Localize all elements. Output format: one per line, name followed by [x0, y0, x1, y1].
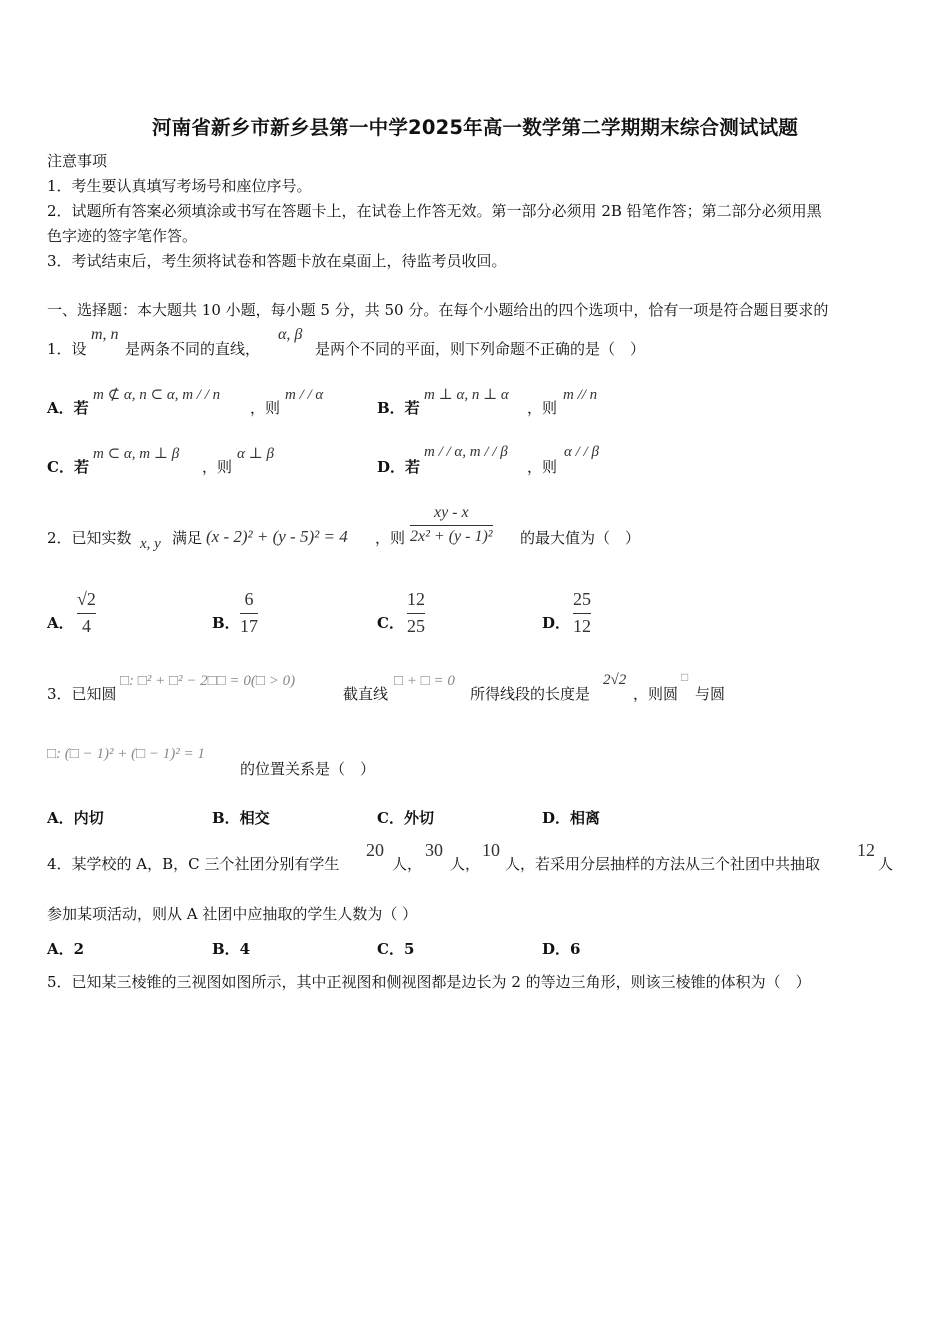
- q2-fraction: [410, 504, 493, 546]
- q4-sep-2: 人，: [450, 855, 481, 873]
- q3-option-b: B．相交: [212, 809, 270, 827]
- q3-number: 3．已知圆: [47, 685, 117, 703]
- q2-option-a-label: A．: [47, 614, 74, 632]
- q2-option-c-den: 25: [407, 616, 425, 636]
- notice-item-3: 3．考试结束后，考生须将试卷和答题卡放在桌面上，待监考员收回。: [47, 252, 507, 270]
- q1-lines-symbol: m, n: [91, 326, 119, 343]
- q3-option-d: D．相离: [542, 809, 601, 827]
- q4-text-line-2: 参加某项活动，则从 A 社团中应抽取的学生人数为（ ）: [47, 905, 418, 923]
- q2-fraction-numerator: xy - x: [433, 504, 469, 521]
- q2-option-b-den: 17: [240, 616, 258, 636]
- q4-count-c: 10: [482, 840, 500, 860]
- q3-text-end: 的位置关系是（ ）: [240, 760, 376, 778]
- q1-text-mid: 是两条不同的直线，: [125, 340, 261, 358]
- q2-condition: (x - 2)² + (y - 5)² = 4: [206, 527, 348, 546]
- q1-option-c-result: α ⊥ β: [237, 446, 274, 462]
- q2-option-d-fraction: [573, 589, 591, 637]
- q3-circle-1: □: □² + □² − 2□□ = 0(□ > 0): [120, 673, 296, 689]
- q2-cond-label: 满足: [172, 529, 203, 547]
- section-heading: 一、选择题：本大题共 10 小题，每小题 5 分，共 50 分。在每个小题给出的四个选项中，恰有一项是符合题目要求的: [47, 301, 829, 319]
- q4-count-b: 30: [425, 840, 443, 860]
- q2-option-d-num: 25: [573, 589, 591, 609]
- q3-placeholder: □: [681, 670, 689, 684]
- q2-option-c-num: 12: [407, 589, 425, 609]
- q1-option-a-label: A．若: [47, 399, 89, 417]
- q4-text-2: 人，若采用分层抽样的方法从三个社团中共抽取: [505, 855, 821, 873]
- q4-text-1: 4．某学校的 A，B，C 三个社团分别有学生: [47, 855, 340, 873]
- q2-option-c-fraction: [407, 589, 425, 637]
- page-title: 河南省新乡市新乡县第一中学2025年高一数学第二学期期末综合测试试题: [151, 116, 799, 139]
- q1-option-c-then: ，则: [202, 458, 233, 476]
- q1-option-b-label: B．若: [377, 399, 420, 417]
- q2-option-a-den: 4: [81, 616, 91, 636]
- q2-then: ，则: [375, 529, 406, 547]
- q1-option-d-result: α / / β: [564, 444, 599, 460]
- q4-option-d: D．6: [542, 940, 581, 958]
- q2-option-d-label: D．: [542, 614, 571, 632]
- q3-text-3: ，则圆: [633, 685, 679, 703]
- q3-text-4: 与圆: [695, 685, 726, 703]
- q2-option-b-label: B．: [212, 614, 240, 632]
- notice-heading: 注意事项: [47, 152, 108, 170]
- q3-length: 2√2: [603, 672, 627, 688]
- q4-total: 12: [857, 840, 875, 860]
- q1-option-a-result: m / / α: [285, 387, 324, 403]
- notice-item-2: 2．试题所有答案必须填涂或书写在答题卡上，在试卷上作答无效。第一部分必须用 2B 铅笔作答；第二部分必须用黑: [47, 202, 822, 220]
- q3-option-c: C．外切: [377, 809, 434, 827]
- q1-option-b-result: m // n: [563, 387, 598, 403]
- q2-text-end: 的最大值为（ ）: [520, 529, 641, 547]
- q2-option-a-fraction: [77, 589, 96, 637]
- q2-option-b-num: 6: [244, 589, 254, 609]
- notice-item-2-cont: 色字迹的签字笔作答。: [47, 227, 198, 245]
- q1-option-b-then: ，则: [527, 399, 558, 417]
- q4-text-3: 人: [878, 855, 894, 873]
- q2-option-c-label: C．: [377, 614, 404, 632]
- q3-circle-2: □: (□ − 1)² + (□ − 1)² = 1: [47, 746, 205, 762]
- notice-item-1: 1．考生要认真填写考场号和座位序号。: [47, 177, 312, 195]
- q1-option-a-cond: m ⊄ α, n ⊂ α, m / / n: [93, 387, 221, 403]
- q2-option-b-fraction: [240, 589, 258, 637]
- q1-option-d-label: D．若: [377, 458, 421, 476]
- q1-option-d-then: ，则: [527, 458, 558, 476]
- q3-line-eq: □ + □ = 0: [394, 673, 455, 689]
- q1-option-c-label: C．若: [47, 458, 89, 476]
- q2-option-a-num: √2: [77, 589, 96, 609]
- q2-fraction-denominator: 2x² + (y - 1)²: [410, 528, 493, 545]
- question-5: 5．已知某三棱锥的三视图如图所示，其中正视图和侧视图都是边长为 2 的等边三角形，则该三棱锥的体积为（ ）: [47, 973, 811, 991]
- q3-text-1: 截直线: [343, 685, 389, 703]
- q1-option-c-cond: m ⊂ α, m ⊥ β: [93, 446, 180, 462]
- q2-number: 2．已知实数: [47, 529, 132, 547]
- q1-option-a-then: ，则: [250, 399, 281, 417]
- q4-option-a: A．2: [47, 940, 85, 958]
- q2-option-d-den: 12: [573, 616, 591, 636]
- q4-count-a: 20: [366, 840, 384, 860]
- q1-option-d-cond: m / / α, m / / β: [424, 444, 508, 460]
- q4-sep-1: 人，: [392, 855, 423, 873]
- q4-option-c: C．5: [377, 940, 415, 958]
- q3-option-a: A．内切: [47, 809, 104, 827]
- q2-variables: x, y: [140, 536, 161, 552]
- q1-option-b-cond: m ⊥ α, n ⊥ α: [424, 387, 509, 403]
- q1-planes-symbol: α, β: [278, 326, 303, 343]
- q1-number: 1．设: [47, 340, 87, 358]
- q3-text-2: 所得线段的长度是: [470, 685, 591, 703]
- q4-option-b: B．4: [212, 940, 251, 958]
- q1-text-end: 是两个不同的平面，则下列命题不正确的是（ ）: [315, 340, 646, 358]
